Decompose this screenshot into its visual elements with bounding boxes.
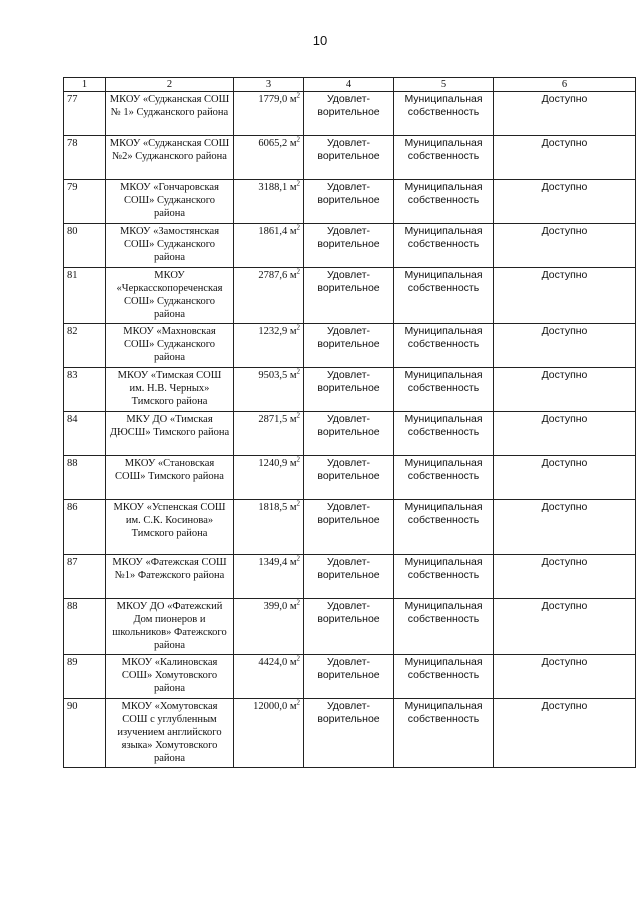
area-value — [234, 412, 304, 456]
area-number: 1779,0 — [258, 94, 288, 105]
area-unit: м — [289, 226, 297, 237]
condition: Удовлет-ворительное — [304, 268, 394, 324]
row-number: 87 — [64, 555, 106, 599]
row-number: 84 — [64, 412, 106, 456]
area-unit: м — [289, 458, 297, 469]
row-number: 80 — [64, 224, 106, 268]
ownership: Муниципальная собственность — [394, 412, 494, 456]
accessibility: Доступно — [494, 500, 636, 555]
accessibility: Доступно — [494, 368, 636, 412]
area-value — [234, 599, 304, 655]
column-header: 3 — [234, 78, 304, 92]
table-row — [64, 92, 636, 136]
unit-superscript: 2 — [296, 179, 300, 188]
ownership: Муниципальная собственность — [394, 136, 494, 180]
row-number: 88 — [64, 599, 106, 655]
ownership: Муниципальная собственность — [394, 324, 494, 368]
accessibility: Доступно — [494, 599, 636, 655]
accessibility: Доступно — [494, 699, 636, 768]
condition: Удовлет-ворительное — [304, 92, 394, 136]
area-number: 9503,5 — [258, 370, 288, 381]
area-number: 399,0 — [263, 601, 288, 612]
column-header: 6 — [494, 78, 636, 92]
area-number: 1818,5 — [258, 502, 288, 513]
table-row — [64, 599, 636, 655]
condition: Удовлет-ворительное — [304, 599, 394, 655]
ownership: Муниципальная собственность — [394, 500, 494, 555]
unit-superscript: 2 — [296, 367, 300, 376]
table-row — [64, 224, 636, 268]
unit-superscript: 2 — [296, 135, 300, 144]
area-value — [234, 655, 304, 699]
accessibility: Доступно — [494, 136, 636, 180]
ownership: Муниципальная собственность — [394, 599, 494, 655]
area-unit: м — [289, 94, 297, 105]
area-number: 1349,4 — [258, 557, 288, 568]
area-number: 6065,2 — [258, 138, 288, 149]
area-number: 1861,4 — [258, 226, 288, 237]
institution-name: МКУ ДО «Тимская ДЮСШ» Тимского района — [106, 412, 234, 456]
area-value — [234, 180, 304, 224]
accessibility: Доступно — [494, 324, 636, 368]
area-number: 2871,5 — [258, 414, 288, 425]
area-value — [234, 555, 304, 599]
area-number: 1240,9 — [258, 458, 288, 469]
unit-superscript: 2 — [296, 654, 300, 663]
area-number: 1232,9 — [258, 326, 288, 337]
institution-name: МКОУ «Замостянская СОШ» Суджанского района — [106, 224, 234, 268]
condition: Удовлет-ворительное — [304, 555, 394, 599]
area-number: 12000,0 — [253, 701, 288, 712]
row-number: 82 — [64, 324, 106, 368]
table-row — [64, 324, 636, 368]
condition: Удовлет-ворительное — [304, 456, 394, 500]
condition: Удовлет-ворительное — [304, 224, 394, 268]
condition: Удовлет-ворительное — [304, 136, 394, 180]
facilities-table — [63, 77, 636, 768]
unit-superscript: 2 — [296, 267, 300, 276]
accessibility: Доступно — [494, 268, 636, 324]
area-unit: м — [289, 270, 297, 281]
unit-superscript: 2 — [296, 91, 300, 100]
area-value — [234, 324, 304, 368]
institution-name: МКОУ «Черкасскопореченская СОШ» Суджанского района — [106, 268, 234, 324]
ownership: Муниципальная собственность — [394, 180, 494, 224]
area-unit: м — [289, 182, 297, 193]
ownership: Муниципальная собственность — [394, 224, 494, 268]
table-row — [64, 136, 636, 180]
institution-name: МКОУ «Суджанская СОШ № 1» Суджанского района — [106, 92, 234, 136]
area-number: 2787,6 — [258, 270, 288, 281]
area-unit: м — [289, 701, 297, 712]
institution-name: МКОУ «Махновская СОШ» Суджанского района — [106, 324, 234, 368]
area-unit: м — [289, 138, 297, 149]
header-row — [64, 78, 636, 92]
area-value — [234, 224, 304, 268]
table-row — [64, 456, 636, 500]
row-number: 88 — [64, 456, 106, 500]
condition: Удовлет-ворительное — [304, 655, 394, 699]
unit-superscript: 2 — [296, 598, 300, 607]
unit-superscript: 2 — [296, 411, 300, 420]
table-row — [64, 268, 636, 324]
row-number: 86 — [64, 500, 106, 555]
accessibility: Доступно — [494, 180, 636, 224]
institution-name: МКОУ «Фатежская СОШ №1» Фатежского района — [106, 555, 234, 599]
ownership: Муниципальная собственность — [394, 456, 494, 500]
row-number: 83 — [64, 368, 106, 412]
accessibility: Доступно — [494, 412, 636, 456]
row-number: 90 — [64, 699, 106, 768]
table-row — [64, 500, 636, 555]
column-header: 1 — [64, 78, 106, 92]
condition: Удовлет-ворительное — [304, 324, 394, 368]
row-number: 77 — [64, 92, 106, 136]
area-value — [234, 699, 304, 768]
unit-superscript: 2 — [296, 698, 300, 707]
column-header: 2 — [106, 78, 234, 92]
area-value — [234, 456, 304, 500]
area-unit: м — [289, 557, 297, 568]
page-number: 10 — [312, 33, 328, 48]
accessibility: Доступно — [494, 555, 636, 599]
unit-superscript: 2 — [296, 323, 300, 332]
table-row — [64, 555, 636, 599]
row-number: 81 — [64, 268, 106, 324]
accessibility: Доступно — [494, 655, 636, 699]
institution-name: МКОУ «Хомутовская СОШ с углубленным изучением английского языка» Хомутовского района — [106, 699, 234, 768]
institution-name: МКОУ «Успенская СОШ им. С.К. Косинова» Тимского района — [106, 500, 234, 555]
condition: Удовлет-ворительное — [304, 699, 394, 768]
table-row — [64, 699, 636, 768]
area-unit: м — [289, 370, 297, 381]
institution-name: МКОУ «Тимская СОШ им. Н.В. Черных» Тимского района — [106, 368, 234, 412]
ownership: Муниципальная собственность — [394, 555, 494, 599]
column-header: 5 — [394, 78, 494, 92]
area-value — [234, 500, 304, 555]
condition: Удовлет-ворительное — [304, 500, 394, 555]
area-unit: м — [289, 414, 297, 425]
table-row — [64, 368, 636, 412]
row-number: 78 — [64, 136, 106, 180]
condition: Удовлет-ворительное — [304, 180, 394, 224]
accessibility: Доступно — [494, 92, 636, 136]
condition: Удовлет-ворительное — [304, 412, 394, 456]
ownership: Муниципальная собственность — [394, 92, 494, 136]
row-number: 79 — [64, 180, 106, 224]
area-unit: м — [289, 326, 297, 337]
area-number: 3188,1 — [258, 182, 288, 193]
column-header: 4 — [304, 78, 394, 92]
area-unit: м — [289, 502, 297, 513]
accessibility: Доступно — [494, 456, 636, 500]
accessibility: Доступно — [494, 224, 636, 268]
condition: Удовлет-ворительное — [304, 368, 394, 412]
table-row — [64, 655, 636, 699]
institution-name: МКОУ «Суджанская СОШ №2» Суджанского района — [106, 136, 234, 180]
ownership: Муниципальная собственность — [394, 368, 494, 412]
ownership: Муниципальная собственность — [394, 268, 494, 324]
area-value — [234, 268, 304, 324]
table-row — [64, 412, 636, 456]
institution-name: МКОУ «Калиновская СОШ» Хомутовского района — [106, 655, 234, 699]
unit-superscript: 2 — [296, 223, 300, 232]
table-body — [64, 78, 636, 768]
area-value — [234, 136, 304, 180]
area-value — [234, 368, 304, 412]
institution-name: МКОУ «Гончаровская СОШ» Суджанского района — [106, 180, 234, 224]
ownership: Муниципальная собственность — [394, 655, 494, 699]
institution-name: МКОУ «Становская СОШ» Тимского района — [106, 456, 234, 500]
unit-superscript: 2 — [296, 554, 300, 563]
unit-superscript: 2 — [296, 499, 300, 508]
area-value — [234, 92, 304, 136]
institution-name: МКОУ ДО «Фатежский Дом пионеров и школьников» Фатежского района — [106, 599, 234, 655]
ownership: Муниципальная собственность — [394, 699, 494, 768]
area-number: 4424,0 — [258, 657, 288, 668]
area-unit: м — [289, 657, 297, 668]
row-number: 89 — [64, 655, 106, 699]
area-unit: м — [289, 601, 297, 612]
unit-superscript: 2 — [296, 455, 300, 464]
table-row — [64, 180, 636, 224]
